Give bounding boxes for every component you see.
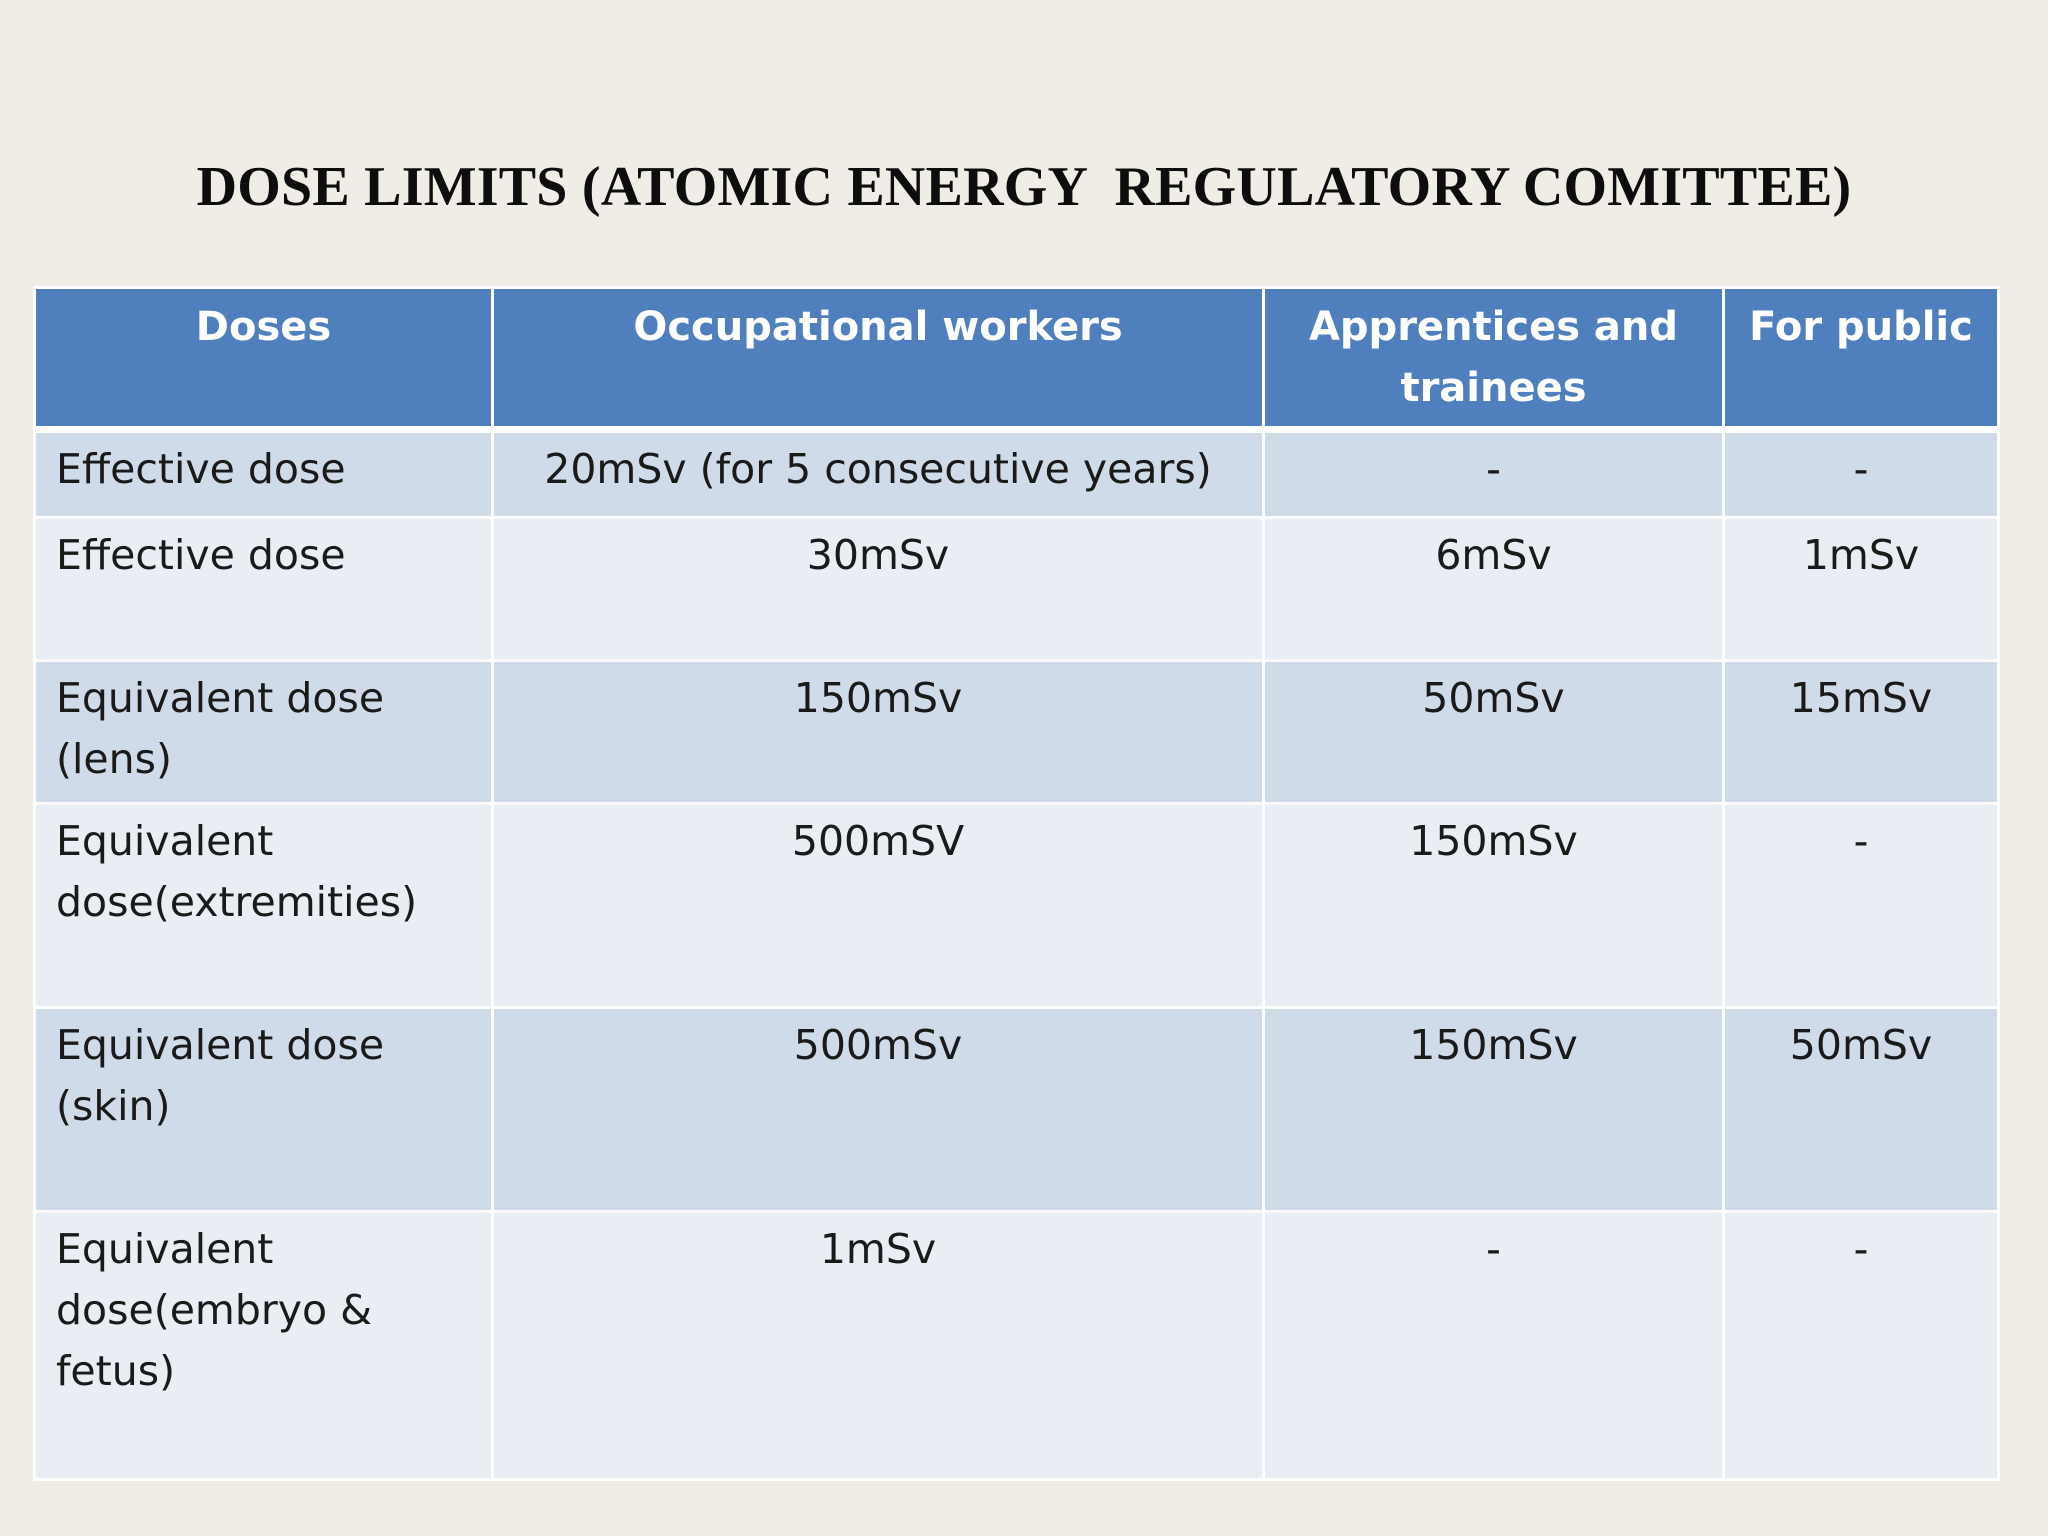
occupational-value: 150mSv: [493, 661, 1264, 804]
public-value: -: [1724, 430, 1999, 518]
slide-title: DOSE LIMITS (ATOMIC ENERGY REGULATORY COMITTEE): [196, 156, 1852, 218]
table-row: [35, 804, 1999, 1008]
public-value: 15mSv: [1724, 661, 1999, 804]
header-for-public: For public: [1724, 288, 1999, 430]
row-label: Equivalent dose (lens): [35, 661, 493, 804]
table-row: [35, 1008, 1999, 1212]
occupational-value: 30mSv: [493, 518, 1264, 661]
row-label: Equivalent dose(extremities): [35, 804, 493, 1008]
table-row: [35, 518, 1999, 661]
header-doses: Doses: [35, 288, 493, 430]
apprentices-value: 50mSv: [1264, 661, 1724, 804]
public-value: -: [1724, 804, 1999, 1008]
occupational-value: 500mSV: [493, 804, 1264, 1008]
table-header-row: [35, 288, 1999, 430]
apprentices-value: 150mSv: [1264, 804, 1724, 1008]
occupational-value: 500mSv: [493, 1008, 1264, 1212]
row-label: Equivalent dose(embryo & fetus): [35, 1212, 493, 1480]
apprentices-value: -: [1264, 1212, 1724, 1480]
table-row: [35, 1212, 1999, 1480]
apprentices-value: 6mSv: [1264, 518, 1724, 661]
row-label: Equivalent dose (skin): [35, 1008, 493, 1212]
public-value: -: [1724, 1212, 1999, 1480]
header-occupational-workers: Occupational workers: [493, 288, 1264, 430]
table-row: [35, 661, 1999, 804]
occupational-value: 1mSv: [493, 1212, 1264, 1480]
public-value: 1mSv: [1724, 518, 1999, 661]
apprentices-value: -: [1264, 430, 1724, 518]
occupational-value: 20mSv (for 5 consecutive years): [493, 430, 1264, 518]
header-apprentices-trainees: Apprentices and trainees: [1264, 288, 1724, 430]
public-value: 50mSv: [1724, 1008, 1999, 1212]
row-label: Effective dose: [35, 518, 493, 661]
table-row: [35, 430, 1999, 518]
row-label: Effective dose: [35, 430, 493, 518]
apprentices-value: 150mSv: [1264, 1008, 1724, 1212]
dose-limits-table: [33, 286, 2000, 1481]
